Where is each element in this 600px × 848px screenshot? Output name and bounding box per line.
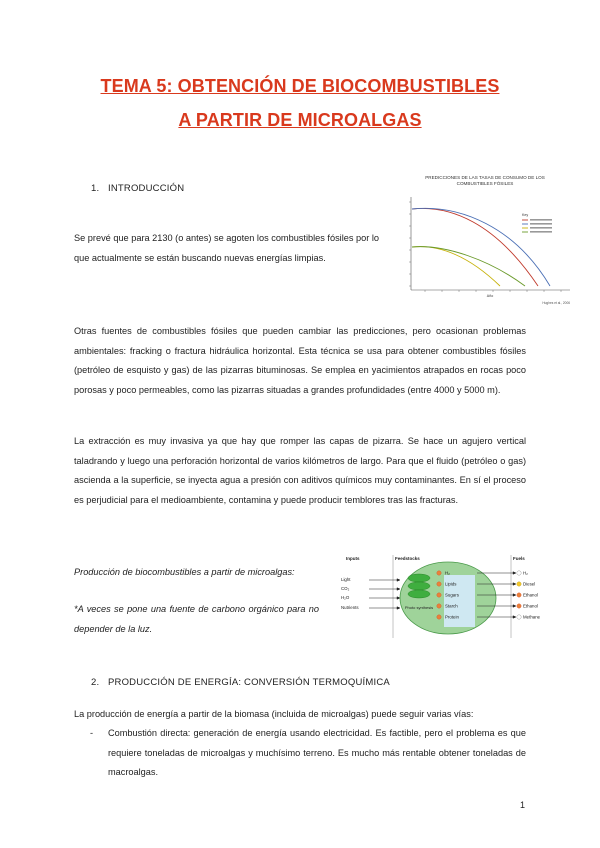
fuel-methane: Methane	[523, 614, 541, 620]
chart-title-line-1: PREDICCIONES DE LAS TASAS DE CONSUMO DE LOS	[425, 175, 545, 180]
diagram-caption: Producción de biocombustibles a partir de microalgas:	[74, 567, 295, 577]
feedstock-starch: Starch	[445, 603, 458, 609]
bullet-dash: -	[90, 728, 94, 738]
fuel-ethanol-1: Ethanol	[523, 592, 538, 598]
chart-legend	[522, 213, 552, 233]
diagram-col-feedstocks: Feedstocks	[395, 556, 420, 561]
feedstock-h2: H₂	[445, 570, 450, 576]
document-title-line-1: TEMA 5: OBTENCIÓN DE BIOCOMBUSTIBLES	[100, 76, 500, 96]
diagram-input-nutrients: Nutrients	[341, 605, 359, 610]
algae-stack-icon	[408, 574, 430, 598]
list-item	[90, 724, 526, 783]
section-2-number: 2.	[91, 677, 100, 688]
fuel-h2: H₂	[523, 570, 528, 576]
fracking-paragraph: Otras fuentes de combustibles fósiles que pueden cambiar las predicciones, pero ocasionan problemas ambientales: fracking o fractura hidráulica horizontal. Esta técnica se usa para obtener combustibles fósiles (petróleo de esquisto y gas) de las pizarras bituminosas. Se emplea en yacimientos atrapados en rocas poco porosas y poco permeables, como las pizarras situadas a grandes profundidades (entre 4000 y 5000 m).	[74, 326, 526, 395]
chart-x-label: Año	[486, 294, 494, 298]
diagram-photosynthesis-label: Photo synthesis	[404, 605, 434, 610]
feedstock-sugars: Sugars	[445, 592, 459, 598]
section-1-number: 1.	[91, 183, 100, 194]
section-1-heading	[91, 183, 184, 194]
extraction-paragraph: La extracción es muy invasiva ya que hay que romper las capas de pizarra. Se hace un agujero vertical taladrando y luego una perforación horizontal de varios kilómetros de largo. Para que el fluido (petróleo o gas) ascienda a la superficie, se inyecta agua a presión con aditivos químicos muy contaminantes. En sí el proceso es perjudicial para el medioambiente, contamina y puede producir temblores tras las fracturas.	[74, 436, 526, 505]
diagram-col-fuels: Fuels	[513, 556, 525, 561]
section-1-title: INTRODUCCIÓN	[108, 183, 185, 194]
fuel-ethanol-2: Ethanol	[523, 603, 538, 609]
diagram-col-inputs: Inputs	[346, 556, 360, 561]
section-2-heading	[91, 677, 390, 688]
diagram-input-arrows	[369, 579, 400, 610]
bullet-direct-combustion: Combustión directa: generación de energía usando electricidad. Es factible, pero el problema es que requiere toneladas de microalgas y muchísimo terreno. Es mucho más rentable obtener toneladas de macroalgas.	[108, 728, 526, 777]
page-number: 1	[520, 800, 526, 810]
carbon-source-note: *A veces se pone una fuente de carbono orgánico para no depender de la luz.	[74, 604, 319, 634]
section-2-title: PRODUCCIÓN DE ENERGÍA: CONVERSIÓN TERMOQUÍMICA	[108, 677, 390, 688]
document-title-line-2: A PARTIR DE MICROALGAS	[178, 110, 422, 130]
fossil-fuel-consumption-chart	[390, 172, 580, 307]
chart-series-curve-3	[412, 247, 500, 286]
intro-paragraph: Se prevé que para 2130 (o antes) se agoten los combustibles fósiles por lo que actualmente se están buscando nuevas energías limpias.	[74, 233, 379, 263]
section-2-intro: La producción de energía a partir de la biomasa (incluida de microalgas) puede seguir varias vías:	[74, 709, 474, 719]
chart-title-line-2: COMBUSTIBLES FÓSILES	[456, 181, 514, 186]
feedstock-lipids: Lipids	[445, 581, 457, 587]
chart-credit: Hughes et al., 2006	[542, 301, 570, 305]
diagram-input-light: Light	[341, 577, 351, 582]
diagram-input-h2o: H₂O	[341, 595, 350, 600]
chart-legend-title: Key	[522, 213, 529, 217]
diagram-input-co2: CO₂	[341, 586, 350, 591]
chart-series-curve-4	[412, 247, 525, 286]
biofuel-production-diagram	[335, 554, 541, 638]
diagram-fuel-list	[517, 571, 541, 620]
feedstock-protein: Protein	[445, 614, 459, 620]
fuel-diesel: Diesel	[523, 581, 536, 587]
